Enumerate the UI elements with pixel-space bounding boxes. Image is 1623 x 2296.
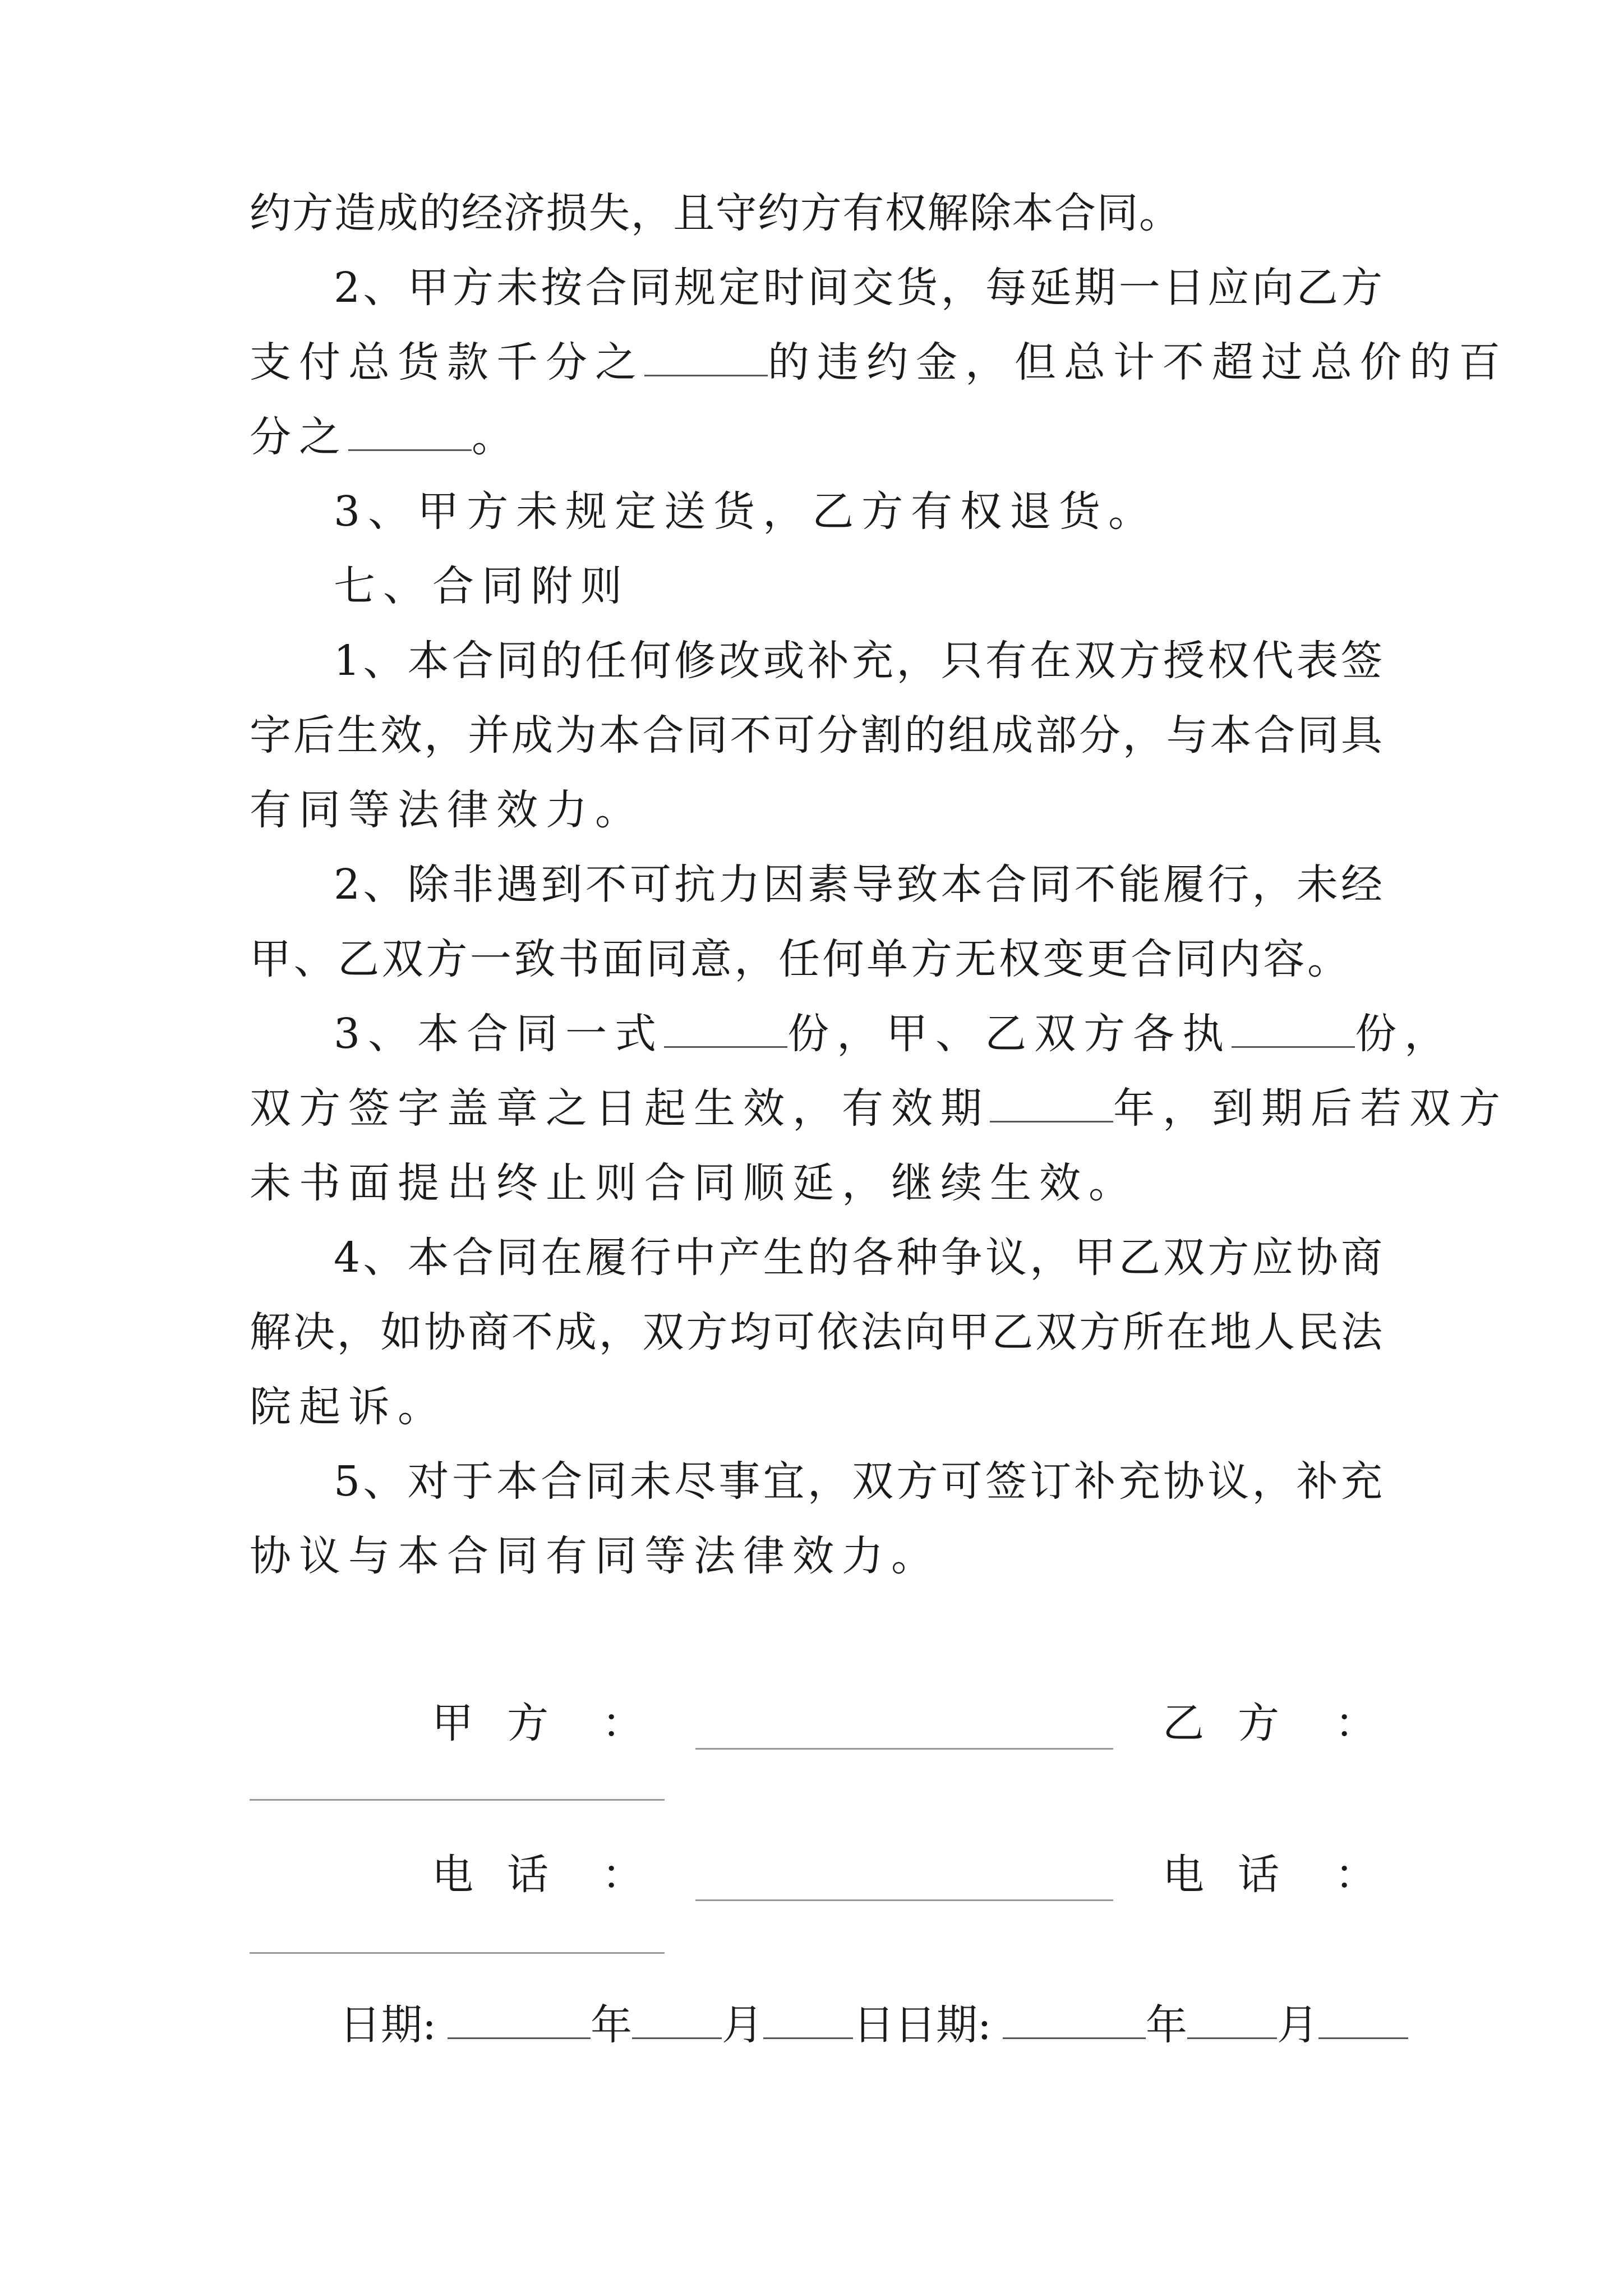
party-b-phone-label: 电话 (1163, 1851, 1313, 1899)
party-a-label: 甲方 (432, 1699, 582, 1747)
colon: ： (602, 1851, 643, 1899)
text-line (334, 633, 1382, 689)
fill-in-blank[interactable] (1232, 1007, 1355, 1048)
day-label: 日 (852, 2001, 895, 2049)
text-line (250, 334, 1508, 390)
year-label: 年 (1145, 2001, 1187, 2049)
date-row (339, 1997, 1408, 2053)
clause-text: 2、除非遇到不可抗力因素导致本合同不能履行，未经 (334, 861, 1382, 909)
fill-in-blank[interactable] (644, 335, 768, 376)
day-blank-a[interactable] (763, 1997, 853, 2039)
text-line (334, 1230, 1382, 1286)
text-line (250, 1379, 447, 1435)
fill-in-blank[interactable] (348, 410, 472, 451)
clause-text: 协议与本合同有同等法律效力。 (250, 1532, 940, 1580)
colon: ： (602, 1699, 643, 1747)
party-b-phone-line[interactable] (250, 1951, 665, 1954)
clause-text: 有同等法律效力。 (250, 786, 644, 834)
text-line (250, 782, 644, 838)
clause-text: 分之 (250, 413, 348, 461)
clause-text: 的违约金，但总计不超过总价的百 (768, 338, 1508, 386)
section-heading (334, 558, 630, 614)
text-line (250, 409, 521, 465)
date-label-b: 日期: (894, 2001, 992, 2049)
section-title: 七、合同附则 (334, 562, 630, 610)
year-label: 年 (590, 2001, 632, 2049)
clause-text: 1、本合同的任何修改或补充，只有在双方授权代表签 (334, 637, 1382, 685)
clause-text: 3、本合同一式 (334, 1010, 665, 1058)
party-a-phone-label: 电话 (432, 1851, 582, 1899)
clause-text: 份， (1355, 1010, 1454, 1058)
clause-text: 字后生效，并成为本合同不可分割的组成部分，与本合同具 (250, 711, 1382, 760)
date-label-a: 日期: (339, 2001, 436, 2049)
clause-text: 3、甲方未规定送货，乙方有权退货。 (334, 487, 1158, 536)
text-line (334, 1006, 1454, 1062)
clause-text: 。 (472, 413, 521, 461)
text-line (250, 707, 1382, 763)
party-b-label: 乙方 (1163, 1699, 1313, 1747)
fill-in-blank[interactable] (990, 1082, 1113, 1122)
clause-text: 院起诉。 (250, 1383, 447, 1431)
clause-text: 5、对于本合同未尽事宜，双方可签订补充协议，补充 (334, 1457, 1382, 1506)
text-line (334, 857, 1382, 913)
text-line (250, 1528, 940, 1584)
text-line (334, 260, 1382, 316)
colon: ： (1335, 1699, 1376, 1747)
text-line (250, 931, 1349, 987)
text-line (250, 1080, 1508, 1137)
clause-text: 未书面提出终止则合同顺延，继续生效。 (250, 1159, 1138, 1207)
text-line (334, 1453, 1382, 1510)
signature-row-party (250, 1695, 1382, 1751)
clause-text: 年，到期后若双方 (1113, 1084, 1508, 1133)
clause-text: 双方签字盖章之日起生效，有效期 (250, 1084, 990, 1133)
month-blank-a[interactable] (632, 1997, 722, 2039)
signature-row-phone (250, 1847, 1382, 1903)
month-label: 月 (721, 2001, 763, 2049)
clause-text: 2、甲方未按合同规定时间交货，每延期一日应向乙方 (334, 264, 1382, 312)
fill-in-blank[interactable] (664, 1007, 787, 1048)
text-line (250, 185, 1181, 241)
party-a-phone-line[interactable] (695, 1898, 1113, 1901)
text-line (334, 484, 1158, 540)
clause-text: 约方造成的经济损失，且守约方有权解除本合同。 (250, 189, 1181, 237)
clause-text: 解决，如协商不成，双方均可依法向甲乙双方所在地人民法 (250, 1308, 1382, 1356)
colon: ： (1335, 1851, 1376, 1899)
year-blank-a[interactable] (448, 1997, 591, 2039)
clause-text: 份，甲、乙双方各执 (787, 1010, 1232, 1058)
party-a-signature-line[interactable] (695, 1747, 1113, 1750)
clause-text: 甲、乙双方一致书面同意，任何单方无权变更合同内容。 (250, 935, 1349, 983)
text-line (250, 1155, 1138, 1211)
month-blank-b[interactable] (1187, 1997, 1277, 2039)
clause-text: 4、本合同在履行中产生的各种争议，甲乙双方应协商 (334, 1234, 1382, 1282)
party-b-signature-line[interactable] (250, 1798, 665, 1801)
day-blank-b[interactable] (1318, 1997, 1408, 2039)
text-line (250, 1304, 1382, 1360)
month-label: 月 (1276, 2001, 1318, 2049)
year-blank-b[interactable] (1003, 1997, 1146, 2039)
clause-text: 支付总货款千分之 (250, 338, 644, 386)
